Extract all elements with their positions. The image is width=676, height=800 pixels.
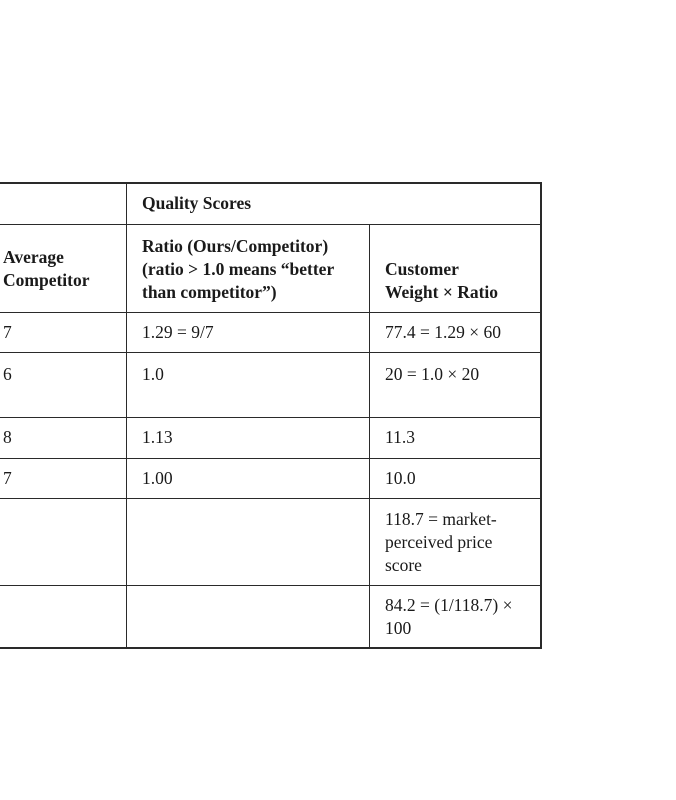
table-row (0, 312, 541, 352)
average-cell: 8 (0, 417, 127, 458)
average-cell: 6 (0, 352, 127, 417)
average-cell (0, 498, 127, 585)
table-row (0, 458, 541, 498)
table-row (0, 417, 541, 458)
ratio-cell: 1.29 = 9/7 (127, 312, 370, 352)
weight-cell: 77.4 = 1.29 × 60 (370, 312, 542, 352)
ratio-cell: 1.00 (127, 458, 370, 498)
quality-scores-header: Quality Scores (127, 183, 542, 224)
average-cell (0, 585, 127, 648)
average-competitor-label: Average Competitor (3, 247, 90, 290)
table-row (0, 498, 541, 585)
weight-cell: 20 = 1.0 × 20 (370, 352, 542, 417)
ratio-header (127, 224, 370, 312)
ratio-cell (127, 498, 370, 585)
customer-weight-header (370, 224, 542, 312)
market-perceived-price-score: 118.7 = market-perceived price score (385, 508, 497, 575)
table-row (0, 585, 541, 648)
customer-weight-label: Customer Weight × Ratio (385, 258, 499, 302)
table-row (0, 352, 541, 417)
average-competitor-header (0, 224, 127, 312)
average-cell: 7 (0, 312, 127, 352)
quality-scores-table (0, 182, 542, 649)
average-cell: 7 (0, 458, 127, 498)
ratio-label: Ratio (Ours/Competitor) (ratio > 1.0 means “better than competitor”) (142, 235, 334, 302)
price-score-formula: 84.2 = (1/118.7) × 100 (385, 594, 513, 638)
weight-cell (370, 585, 542, 648)
ratio-cell (127, 585, 370, 648)
weight-cell: 10.0 (370, 458, 542, 498)
empty-header-cell (0, 183, 127, 224)
weight-cell: 11.3 (370, 417, 542, 458)
ratio-cell: 1.13 (127, 417, 370, 458)
group-header-row (0, 183, 541, 224)
weight-cell (370, 498, 542, 585)
column-header-row (0, 224, 541, 312)
ratio-cell: 1.0 (127, 352, 370, 417)
